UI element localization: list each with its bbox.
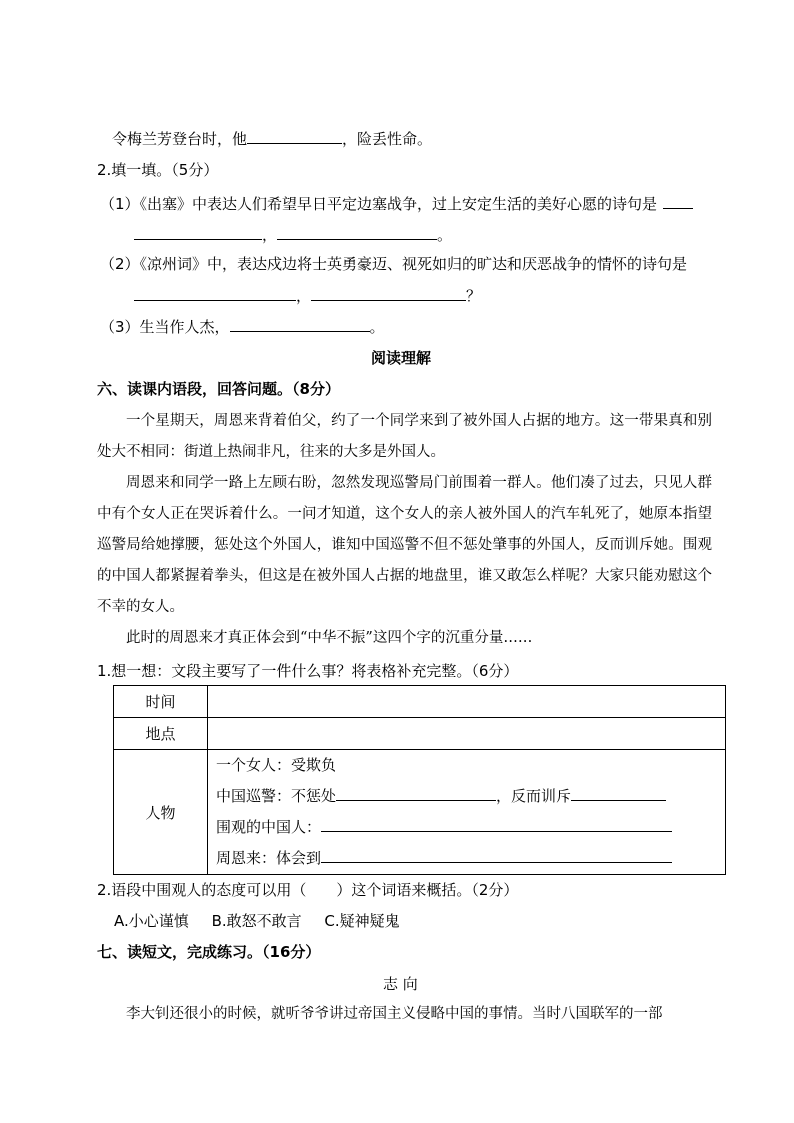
q2-item3-text: （3）生当作人杰， xyxy=(100,318,230,336)
zhou-text: 周恩来：体会到 xyxy=(216,849,322,867)
q6-paragraph-3: 此时的周恩来才真正体会到“中华不振”这四个字的沉重分量…… xyxy=(126,630,533,646)
q2-item1-blank-c[interactable] xyxy=(277,224,437,240)
q7-first-line: 李大钊还很小的时候，就听爷爷讲过帝国主义侵略中国的事情。当时八国联军的一部 xyxy=(126,1006,663,1022)
police-blank-b[interactable] xyxy=(571,785,666,801)
q2-item3 xyxy=(100,316,385,337)
people-cell xyxy=(208,750,726,875)
people-line-crowd xyxy=(208,812,725,843)
q6-paragraph-2: 周恩来和同学一路上左顾右盼，忽然发现巡警局门前围着一群人。他们凑了过去，只见人群中有个女人正在哭诉着什么。一问才知道，这个女人的亲人被外国人的汽车轧死了，她原本指望巡警局给她撑腰，惩处这个外国人，谁知中国巡警不但不惩处肇事的外国人，反而训斥她。围观的中国人都紧握着拳头，但这是在被外国人占据的地盘里，谁又敢怎么样呢？大家只能劝慰这个不幸的女人。 xyxy=(97,475,712,615)
q2-item2-blank-b[interactable] xyxy=(311,285,466,301)
q2-item2-blank-a[interactable] xyxy=(134,285,296,301)
police-text-b: ，反而训斥 xyxy=(496,787,572,805)
label-time: 时间 xyxy=(114,686,208,718)
table-row-time xyxy=(114,686,726,718)
people-line-zhou xyxy=(208,843,725,874)
q2-item2-sep: ， xyxy=(296,287,312,305)
q6-info-table xyxy=(113,685,726,875)
crowd-text: 围观的中国人： xyxy=(216,818,322,836)
people-line-woman: 一个女人：受欺负 xyxy=(216,756,337,774)
police-blank-a[interactable] xyxy=(336,785,496,801)
top-line-blank[interactable] xyxy=(247,128,342,144)
input-time[interactable] xyxy=(208,686,726,718)
q6-title: 六、读课内语段，回答问题。（8分） xyxy=(97,380,340,398)
q2-item1-line1 xyxy=(100,193,693,214)
police-text-a: 中国巡警：不惩处 xyxy=(216,787,337,805)
q6-passage xyxy=(97,406,712,654)
crowd-blank[interactable] xyxy=(321,816,672,832)
top-line-prefix: 令梅兰芳登台时，他 xyxy=(112,130,248,148)
top-line-suffix: ，险丢性命。 xyxy=(342,130,433,148)
q2-item1-line2 xyxy=(134,224,452,245)
q2-item1-blank-a[interactable] xyxy=(663,193,693,209)
q2-item1-end: 。 xyxy=(437,226,453,244)
q2-item1-sep: ， xyxy=(262,226,278,244)
people-line-police xyxy=(208,781,725,812)
q2-item2-line1: （2）《凉州词》中，表达戍边将士英勇豪迈、视死如归的旷达和厌恶战争的情怀的诗句是 xyxy=(100,255,688,273)
input-place[interactable] xyxy=(208,718,726,750)
zhou-blank[interactable] xyxy=(321,847,672,863)
q7-story-title: 志 向 xyxy=(383,975,418,993)
q2-item3-end: 。 xyxy=(369,318,385,336)
q2-item1-blank-b[interactable] xyxy=(134,224,262,240)
option-c[interactable]: C.疑神疑鬼 xyxy=(324,912,400,930)
q2-item2-line2 xyxy=(134,285,481,306)
option-a[interactable]: A.小心谨慎 xyxy=(114,912,189,930)
label-people: 人物 xyxy=(114,750,208,875)
q2-item2-end: ？ xyxy=(466,287,482,305)
q2-title: 2.填一填。（5分） xyxy=(97,161,219,179)
option-b[interactable]: B.敢怒不敢言 xyxy=(211,912,302,930)
q2-item1-text: （1）《出塞》中表达人们希望早日平定边塞战争，过上安定生活的美好心愿的诗句是 xyxy=(100,195,658,213)
q2-item3-blank[interactable] xyxy=(230,316,370,332)
q6-paragraph-1: 一个星期天，周恩来背着伯父，约了一个同学来到了被外国人占据的地方。这一带果真和别处大不相同：街道上热闹非凡，往来的大多是外国人。 xyxy=(97,413,712,460)
table-row-place xyxy=(114,718,726,750)
q7-title: 七、读短文，完成练习。（16分） xyxy=(97,943,321,961)
q6-options xyxy=(114,911,400,931)
section-heading: 阅读理解 xyxy=(371,349,432,367)
q6-sub2-title: 2.语段中围观人的态度可以用（ ）这个词语来概括。（2分） xyxy=(97,881,519,899)
table-row-people xyxy=(114,750,726,875)
label-place: 地点 xyxy=(114,718,208,750)
q6-sub1-title: 1.想一想：文段主要写了一件什么事？将表格补充完整。（6分） xyxy=(97,662,519,680)
top-line xyxy=(112,128,432,149)
